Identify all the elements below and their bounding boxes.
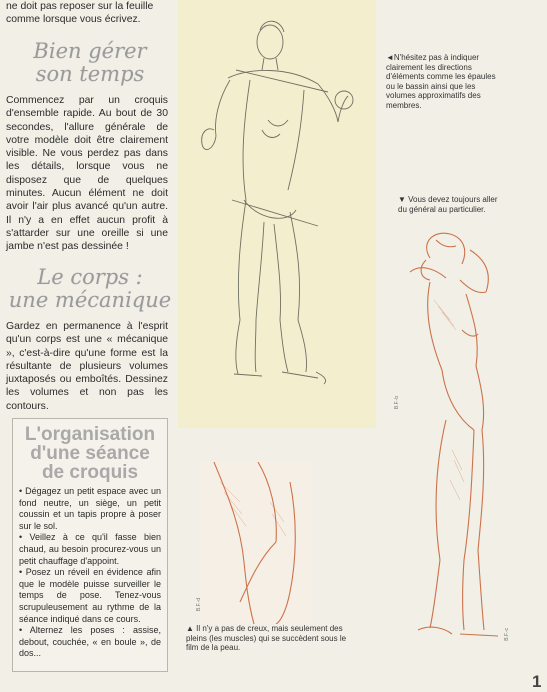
section-heading-body [6, 266, 174, 312]
image-code: B.F.-d [196, 598, 202, 612]
heading-line: Le corps : [37, 265, 143, 289]
box-title [13, 425, 167, 482]
sanguine-detail-panel [200, 462, 312, 624]
box-text [13, 482, 167, 660]
box-title-line: L'organisation [24, 424, 156, 445]
image-code: B.F.-b [394, 396, 400, 410]
intro-text: ne doit pas reposer sur la feuille comme lorsque vous écrivez. [6, 1, 154, 26]
box-paragraph: • Dégagez un petit espace avec un fond neutre, un siège, un petit coussin et un tapis propre à poser sur le sol. [19, 486, 161, 531]
sanguine-standing-figure [390, 220, 540, 650]
section2-body: Gardez en permanence à l'esprit qu'un corps est une « mécanique », c'est-à-dire qu'une forme est la résultante de plusieurs volumes juxtaposés ou emboîtés. Dessinez les volumes et non pas les contours. [6, 321, 168, 412]
box-title-line: d'une séance [30, 443, 150, 464]
image-code: B.F.-c [504, 628, 510, 641]
caption-bottom: ▲ Il n'y a pas de creux, mais seulement des pleins (les muscles) qui se succèdent sous le film de la peau. [186, 624, 347, 652]
caption-top-right: ◄N'hésitez pas à indiquer clairement les directions d'éléments comme les épaules ou le bassin ainsi que les volumes approximatifs des membres. [386, 53, 496, 110]
heading-line: son temps [35, 62, 145, 86]
page-number: 1 [532, 672, 542, 691]
caption-middle-right: ▼ Vous devez toujours aller du général au particulier. [398, 195, 498, 214]
box-paragraph: • Veillez à ce qu'il fasse bien chaud, au besoin procurez-vous un petit chauffage d'appoint. [19, 532, 161, 566]
box-title-line: de croquis [41, 462, 139, 483]
pencil-figure-sketch [178, 0, 376, 428]
section1-body: Commencez par un croquis d'ensemble rapide. Au bout de 30 secondes, l'allure générale de votre modèle doit être clairement visible. Ne vous perdez pas dans les détails, lorsque vous ne disposez que de quelques minutes. Aucun élément ne doit avoir l'air plus avancé qu'un autre. Il n'y a en effet aucun profit à s'attarder sur une oreille si une jambe n'est pas dessinée ! [6, 95, 168, 253]
heading-line: Bien gérer [33, 39, 147, 63]
section-heading-time [6, 40, 174, 86]
sketch-panel [178, 0, 376, 428]
box-paragraph: • Alternez les poses : assise, debout, couchée, « en boule », de dos... [19, 625, 161, 659]
box-paragraph: • Posez un réveil en évidence afin que le modèle puisse surveiller le temps de pose. Tenez-vous scrupuleusement au rythme de la séance indiqué dans ce cours. [19, 567, 161, 624]
heading-line: une mécanique [8, 288, 172, 312]
session-box [12, 418, 168, 672]
sanguine-leg-detail [200, 462, 312, 624]
